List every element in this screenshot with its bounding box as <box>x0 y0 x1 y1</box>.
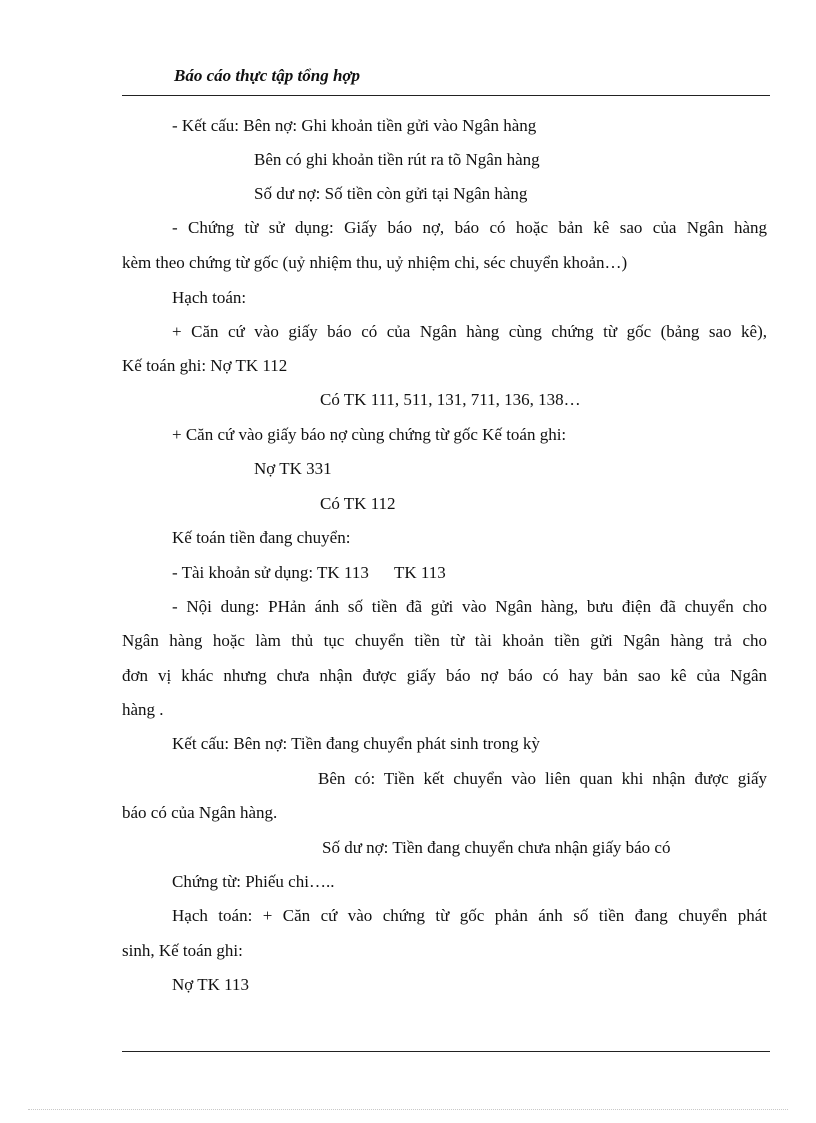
text-line: - Chứng từ sử dụng: Giấy báo nợ, báo có hoặc bản kê sao của Ngân hàng <box>172 218 767 237</box>
text-line: + Căn cứ vào giấy báo nợ cùng chứng từ gốc Kế toán ghi: <box>172 425 567 444</box>
text-line: Bên có ghi khoản tiền rút ra tõ Ngân hàng <box>254 150 540 169</box>
header-rule <box>122 95 770 96</box>
text-line: Ngân hàng hoặc làm thủ tục chuyển tiền từ tài khoản tiền gửi Ngân hàng trả cho <box>122 631 767 650</box>
text-line: đơn vị khác nhưng chưa nhận được giấy báo nợ báo có hay bản sao kê của Ngân <box>122 666 767 685</box>
text-line: Bên có: Tiền kết chuyển vào liên quan khi nhận được giấy <box>318 769 767 788</box>
header-title: Báo cáo thực tập tổng hợp <box>174 66 361 85</box>
text-line: Hạch toán: <box>172 288 247 307</box>
text-line: hàng . <box>122 700 164 719</box>
text-line: Số dư nợ: Số tiền còn gửi tại Ngân hàng <box>254 184 528 203</box>
text-line: Chứng từ: Phiếu chi….. <box>172 872 335 891</box>
text-line: - Kết cấu: Bên nợ: Ghi khoản tiền gửi vào Ngân hàng <box>172 116 537 135</box>
text-line: Nợ TK 331 <box>254 459 332 478</box>
text-line: Nợ TK 113 <box>172 975 249 994</box>
text-line: Hạch toán: + Căn cứ vào chứng từ gốc phản ánh số tiền đang chuyển phát <box>172 906 767 925</box>
text-line: Kế toán ghi: Nợ TK 112 <box>122 356 288 375</box>
text-line: Kết cấu: Bên nợ: Tiền đang chuyển phát sinh trong kỳ <box>172 734 540 753</box>
text-line: báo có của Ngân hàng. <box>122 803 278 822</box>
text-line: Số dư nợ: Tiền đang chuyển chưa nhận giấy báo có <box>322 838 671 857</box>
page-edge-dots <box>28 1109 788 1110</box>
footer-rule <box>122 1051 770 1052</box>
text-line: Có TK 111, 511, 131, 711, 136, 138… <box>320 390 581 409</box>
text-line: - Nội dung: PHản ánh số tiền đã gửi vào Ngân hàng, bưu điện đã chuyển cho <box>172 597 767 616</box>
text-line: Có TK 112 <box>320 494 396 513</box>
text-line: sinh, Kế toán ghi: <box>122 941 243 960</box>
text-line: - Tài khoản sử dụng: TK 113 TK 113 <box>172 563 446 582</box>
text-line: kèm theo chứng từ gốc (uỷ nhiệm thu, uỷ nhiệm chi, séc chuyển khoản…) <box>122 253 628 272</box>
text-line: + Căn cứ vào giấy báo có của Ngân hàng cùng chứng từ gốc (bảng sao kê), <box>172 322 767 341</box>
text-line: Kế toán tiền đang chuyển: <box>172 528 351 547</box>
